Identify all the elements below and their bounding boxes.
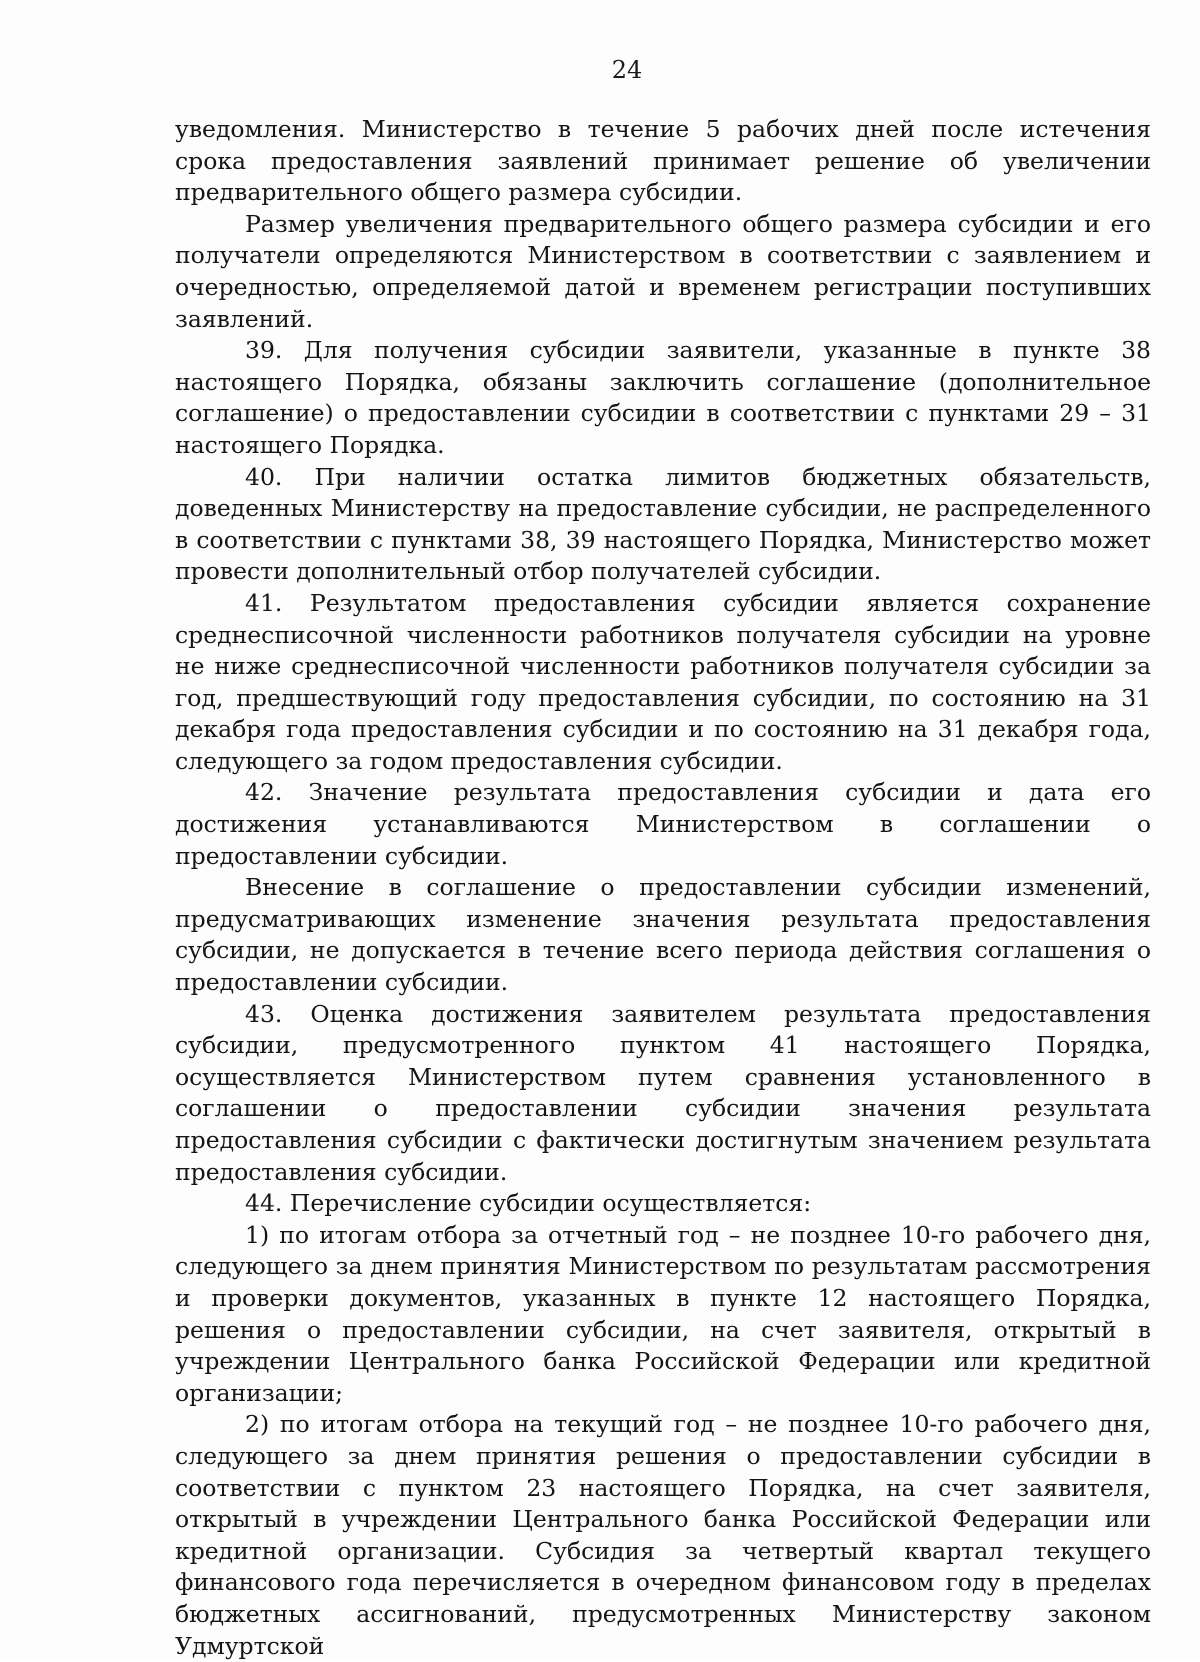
paragraph-increase-size: Размер увеличения предварительного общего размера субсидии и его получатели определяются Министерством в соответствии с заявлением и очередностью, определяемой датой и временем регистрации поступивших заявлений. [175,209,1151,333]
paragraph-item-44-sub-2: 2) по итогам отбора на текущий год – не позднее 10-го рабочего дня, следующего за днем принятия решения о предоставлении субсидии в соответствии с пунктом 23 настоящего Порядка, на счет заявителя, открытый в учреждении Центрального банка Российской Федерации или кредитной организации. Субсидия за четвертый квартал текущего финансового года перечисляется в очередном финансовом году в пределах бюджетных ассигнований, предусмотренных Министерству законом Удмуртской [175,1410,1151,1660]
paragraph-item-42: 42. Значение результата предоставления субсидии и дата его достижения устанавливаются Министерством в соглашении о предоставлении субсидии. [175,778,1151,870]
paragraph-item-44: 44. Перечисление субсидии осуществляется: [245,1189,812,1218]
paragraph-item-44-sub-1: 1) по итогам отбора за отчетный год – не позднее 10-го рабочего дня, следующего за днем принятия Министерством по результатам рассмотрения и проверки документов, указанных в пункте 12 настоящего Порядка, решения о предоставлении субсидии, на счет заявителя, открытый в учреждении Центрального банка Российской Федерации или кредитной организации; [175,1220,1151,1407]
paragraph-agreement-changes: Внесение в соглашение о предоставлении субсидии изменений, предусматривающих изменение значения результата предоставления субсидии, не допускается в течение всего периода действия соглашения о предоставлении субсидии. [175,873,1151,997]
paragraph-item-43: 43. Оценка достижения заявителем результата предоставления субсидии, предусмотренного пунктом 41 настоящего Порядка, осуществляется Министерством путем сравнения установленного в соглашении о предоставлении субсидии значения результата предоставления субсидии с фактически достигнутым значением результата предоставления субсидии. [175,999,1151,1186]
paragraph-item-41: 41. Результатом предоставления субсидии является сохранение среднесписочной численности работников получателя субсидии на уровне не ниже среднесписочной численности работников получателя субсидии за год, предшествующий году предоставления субсидии, по состоянию на 31 декабря года предоставления субсидии и по состоянию на 31 декабря года, следующего за годом предоставления субсидии. [175,588,1151,775]
paragraph-notification-continuation: уведомления. Министерство в течение 5 рабочих дней после истечения срока предоставления заявлений принимает решение об увеличении предварительного общего размера субсидии. [175,115,1151,207]
page-number: 24 [611,56,643,84]
paragraph-item-40: 40. При наличии остатка лимитов бюджетных обязательств, доведенных Министерству на предоставление субсидии, не распределенного в соответствии с пунктами 38, 39 настоящего Порядка, Министерство может провести дополнительный отбор получателей субсидии. [175,462,1151,586]
document-body [175,114,1151,1662]
paragraph-item-39: 39. Для получения субсидии заявители, указанные в пункте 38 настоящего Порядка, обязаны заключить соглашение (дополнительное соглашение) о предоставлении субсидии в соответствии с пунктами 29 – 31 настоящего Порядка. [175,336,1151,459]
